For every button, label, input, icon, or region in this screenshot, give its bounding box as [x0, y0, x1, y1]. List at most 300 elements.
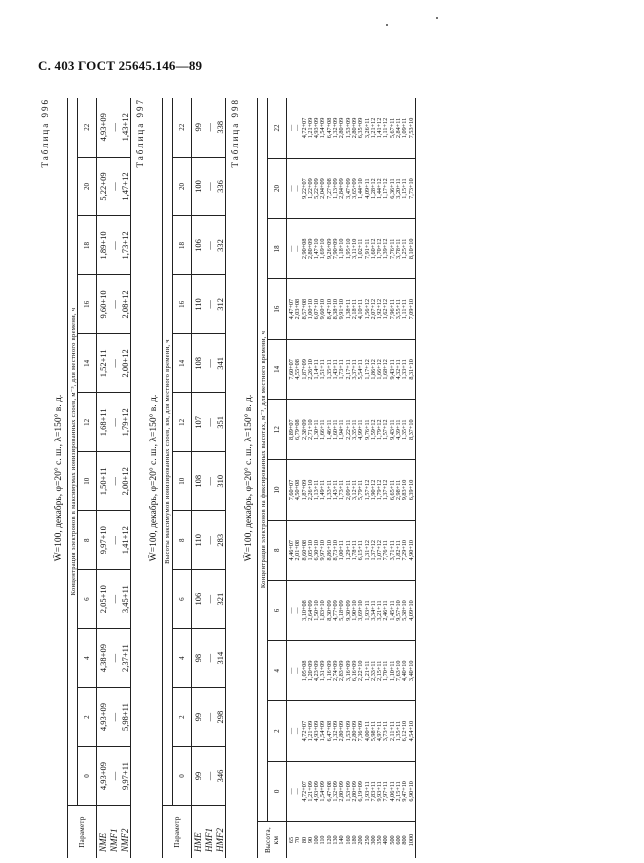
table-cell: 1,05+08 — [300, 660, 308, 682]
table-cell: 6,12+10 — [401, 720, 409, 742]
height-value: 1000 — [407, 833, 415, 847]
table-cell: 1,43+11 — [332, 359, 340, 380]
table-cell: 1,37+12 — [369, 539, 377, 561]
param-name: NME — [97, 806, 109, 859]
table-cell: 1,31+09 — [319, 660, 327, 682]
table-cell: 1,54+09 — [319, 117, 327, 139]
hour-header: 2 — [78, 688, 97, 747]
table-cell: 3,11+10 — [350, 238, 358, 259]
table-cell: 3,35+11 — [350, 419, 358, 440]
table-cell: 1,50+10 — [313, 600, 321, 621]
table-cell: 1,45+11 — [388, 600, 396, 621]
table-cell: — — [108, 123, 119, 132]
table-cell: 6,39+10 — [407, 479, 415, 501]
hour-header: 14 — [268, 339, 287, 399]
table-cell: 9,22+07 — [300, 178, 308, 199]
table-cell: 4,10+11 — [357, 298, 365, 320]
table-cell: — — [203, 216, 214, 275]
table-cell: 6,79+08 — [294, 419, 302, 440]
table-cell: 6,35+09 — [357, 117, 365, 139]
table-cell: — — [294, 788, 302, 795]
height-value: 100 — [313, 835, 321, 845]
hour-header: 16 — [78, 275, 97, 334]
table-cell: 2,22+10 — [357, 660, 365, 682]
table-cell: 108 — [192, 452, 204, 511]
height-value: 130 — [332, 835, 340, 845]
table-cell: 8,37+10 — [407, 419, 415, 440]
table-cell: 1,33+11 — [325, 479, 333, 501]
table-cell: 4,93+09 — [313, 781, 321, 802]
table-label: Таблица 997 — [135, 98, 145, 168]
speck — [436, 17, 438, 19]
table-cell: 1,46+11 — [325, 419, 333, 440]
table-cell: 2,46+11 — [382, 600, 390, 621]
table-cell: — — [203, 511, 214, 570]
hour-header: 12 — [268, 400, 287, 460]
hour-header: 6 — [173, 570, 192, 629]
table-cell: 106 — [192, 216, 204, 275]
hour-header: 6 — [78, 570, 97, 629]
table-cell: 3,34+11 — [369, 600, 377, 621]
table-cell: 1,69+10 — [319, 238, 327, 260]
table-cell: 4,09+10 — [407, 600, 415, 621]
table-cell: 98 — [192, 629, 204, 688]
table-cell: 1,29+11 — [344, 540, 352, 561]
table-cell: — — [203, 275, 214, 334]
table-cell: 1,51+11 — [319, 359, 327, 380]
table-cell: 7,91+11 — [363, 238, 371, 259]
table-cell: 4,93+09 — [313, 720, 321, 742]
table-label: Таблица 998 — [230, 98, 240, 168]
table-cell: 2,98+11 — [395, 479, 403, 501]
table-cell: 1,47+12 — [119, 157, 131, 216]
table-cell: 1,35+11 — [325, 359, 333, 380]
table-996-grid — [67, 98, 131, 858]
table-cell: 6,90+10 — [407, 781, 415, 802]
table-cell: 2,84+09 — [338, 178, 346, 199]
table-cell: 336 — [214, 157, 226, 216]
table-cell: 5,98+11 — [119, 688, 131, 747]
height-value: 250 — [363, 835, 371, 845]
table-cell: 9,76+11 — [363, 419, 371, 440]
table-cell: 2,11+11 — [388, 721, 396, 742]
table-cell: 3,47+09 — [344, 178, 352, 199]
height-value: 200 — [357, 835, 365, 845]
table-cell: 1,00+10 — [306, 298, 314, 320]
table-cell: 6,47+08 — [325, 781, 333, 802]
table-cell: 1,79+12 — [376, 419, 384, 440]
hour-header: 2 — [173, 688, 192, 747]
table-cell: 2,00+12 — [119, 452, 131, 511]
table-cell: — — [288, 185, 295, 192]
table-cell: 2,83+09 — [338, 660, 346, 682]
table-cell: 6,30+10 — [313, 539, 321, 561]
table-cell: 2,90+08 — [300, 238, 308, 260]
height-value: 70 — [294, 836, 302, 844]
table-row — [203, 98, 214, 858]
table-cell: 7,76+11 — [382, 540, 390, 561]
table-cell: 2,80+09 — [338, 117, 346, 139]
table-cell: 4,55+08 — [294, 359, 302, 380]
table-cell: 4,40+10 — [401, 660, 409, 682]
table-cell: 1,17+12 — [363, 359, 371, 380]
table-cell: 9,57+10 — [395, 600, 403, 621]
table-cell: 6,36+11 — [388, 178, 396, 199]
height-value: 800 — [401, 835, 409, 845]
table-cell: 9,91+10 — [338, 298, 346, 320]
hour-header: 20 — [173, 157, 192, 216]
table-cell: 2,09+11 — [344, 479, 352, 501]
table-cell: 8,38+10 — [332, 298, 340, 320]
table-cell: — — [203, 334, 214, 393]
table-cell: 2,33+11 — [369, 660, 377, 681]
table-cell: 1,70+12 — [376, 238, 384, 260]
table-cell: — — [108, 157, 119, 216]
table-cell: 1,38+11 — [344, 298, 352, 320]
param-name: NMF1 — [108, 806, 119, 859]
table-cell: — — [108, 629, 119, 688]
table-cell: 2,08+12 — [119, 275, 131, 334]
table-cell: 1,94+11 — [338, 419, 346, 440]
hour-header: 8 — [173, 511, 192, 570]
table-cell: 1,60+11 — [332, 419, 340, 440]
table-cell: 1,41+12 — [376, 117, 384, 139]
table-cell: 8,31+10 — [407, 359, 415, 380]
table-cell: 2,74+09 — [332, 660, 340, 682]
hour-header: 16 — [173, 275, 192, 334]
height-value: 110 — [319, 835, 327, 845]
table-cell: 4,72+07 — [300, 720, 308, 742]
hour-header: 4 — [173, 629, 192, 688]
hour-header: 10 — [173, 452, 192, 511]
table-cell: 2,03+08 — [294, 298, 302, 320]
table-cell: 3,26+11 — [363, 117, 371, 139]
height-value: 500 — [388, 835, 396, 845]
table-cell: 7,90+09 — [332, 238, 340, 260]
hour-header: 20 — [78, 157, 97, 216]
table-cell: — — [203, 570, 214, 629]
table-subtitle: Концентрация электронов на фиксированных высотах, м⁻³, для местного времени, ч — [258, 98, 268, 822]
value-column — [287, 98, 416, 158]
table-cell: 310 — [214, 452, 226, 511]
table-cell: 7,83+11 — [369, 781, 377, 802]
table-cell: 6,65+11 — [388, 479, 396, 501]
table-cell: 6,19+09 — [357, 781, 365, 802]
table-cell: 3,40+10 — [407, 660, 415, 682]
table-cell: 9,93+11 — [376, 781, 384, 802]
table-cell: 1,53+09 — [344, 117, 352, 139]
table-cell: 2,15+11 — [395, 781, 403, 802]
table-cell: — — [108, 511, 119, 570]
table-cell: 1,21+09 — [306, 720, 314, 742]
table-cell: 3,78+11 — [395, 238, 403, 259]
table-cell: 1,93+11 — [363, 600, 371, 621]
table-cell: 5,38+10 — [401, 600, 409, 621]
hour-header: 2 — [268, 701, 287, 761]
table-cell: 1,49+11 — [319, 479, 327, 501]
table-cell: 1,79+12 — [376, 479, 384, 501]
table-cell: 9,97+10 — [319, 539, 327, 561]
table-cell: 1,66+11 — [319, 419, 327, 440]
param-header: Параметр — [68, 806, 97, 859]
table-cell: 1,53+09 — [344, 781, 352, 802]
table-cell: 1,87+09 — [300, 359, 308, 380]
table-cell: 1,35+11 — [395, 720, 403, 742]
hour-header: 8 — [268, 520, 287, 580]
table-cell: 314 — [214, 629, 226, 688]
hour-header: 22 — [78, 98, 97, 157]
table-cell: 9,83+10 — [401, 479, 409, 501]
table-cell: — — [108, 688, 119, 747]
table-cell: 2,26+10 — [306, 359, 314, 380]
table-998 — [230, 98, 416, 858]
table-cell: 1,54+09 — [319, 781, 327, 802]
table-cell: 1,21+09 — [306, 117, 314, 139]
value-column — [287, 520, 416, 580]
table-cell: 1,50+11 — [97, 452, 109, 511]
table-cell: 5,54+11 — [357, 359, 365, 380]
table-cell: 338 — [214, 120, 225, 134]
table-cell: 7,09+10 — [407, 298, 415, 320]
table-cell: 1,37+12 — [382, 479, 390, 501]
table-cell: — — [203, 452, 214, 511]
table-cell: 9,26+09 — [325, 238, 333, 260]
speck — [386, 24, 388, 26]
table-cell: 3,73+11 — [382, 720, 390, 742]
table-cell: 6,47+08 — [325, 720, 333, 742]
table-cell: 1,78+11 — [350, 540, 358, 561]
height-value: 600 — [395, 835, 403, 845]
table-cell: 1,60+12 — [369, 238, 377, 260]
param-name: HME — [192, 806, 204, 859]
table-cell: 3,20+11 — [395, 178, 403, 199]
table-subtitle: Высоты максимумов ионизированных слоев, км, для местного времени, ч — [163, 98, 173, 806]
table-cell: 1,39+12 — [382, 238, 390, 260]
table-cell: 9,47+10 — [401, 781, 409, 802]
table-cell: 3,55+11 — [395, 298, 403, 320]
table-cell: 1,14+11 — [313, 359, 321, 380]
table-cell: 2,26+10 — [306, 479, 314, 501]
table-cell: — — [288, 245, 295, 252]
table-cell: 1,56+12 — [363, 298, 371, 320]
table-cell: — — [294, 185, 302, 192]
table-cell: 9,60+10 — [319, 298, 327, 320]
table-cell: 298 — [214, 688, 226, 747]
table-cell: 351 — [214, 393, 226, 452]
table-cell: 1,15+11 — [401, 178, 409, 199]
table-cell: 7,60+07 — [288, 359, 295, 380]
table-cell: 1,73+12 — [119, 216, 131, 275]
table-cell: 341 — [214, 334, 226, 393]
table-cell: 99 — [192, 123, 203, 132]
table-cell: 1,17+12 — [382, 178, 390, 199]
hour-header: 4 — [78, 629, 97, 688]
table-cell: 321 — [214, 570, 226, 629]
table-cell: 1,57+12 — [382, 419, 390, 440]
table-row — [108, 98, 119, 858]
table-cell: 8,47+10 — [325, 298, 333, 320]
table-cell: — — [108, 570, 119, 629]
height-value: 180 — [350, 835, 358, 845]
table-cell: 1,53+09 — [344, 720, 352, 742]
param-header: Параметр — [163, 806, 192, 859]
table-cell: 1,66+12 — [376, 359, 384, 380]
height-value: 160 — [344, 835, 352, 845]
table-cell: 2,80+09 — [306, 238, 314, 260]
table-cell: 9,60+10 — [97, 275, 109, 334]
hour-header: 8 — [78, 511, 97, 570]
table-cell: 99 — [192, 688, 204, 747]
table-cell: 6,07+10 — [313, 298, 321, 320]
table-cell: 2,80+09 — [350, 117, 358, 139]
table-cell: 1,00+11 — [338, 540, 346, 561]
table-cell: 1,16+09 — [325, 660, 333, 682]
table-cell: 1,32+09 — [332, 720, 340, 742]
hour-header: 10 — [78, 452, 97, 511]
table-cell: — — [288, 727, 295, 735]
hour-header: 22 — [173, 98, 192, 157]
table-cell: 2,04+09 — [319, 178, 327, 199]
table-cell: — — [294, 245, 302, 252]
table-cell: 2,80+09 — [338, 720, 346, 742]
table-cell: 1,32+09 — [332, 781, 340, 802]
table-cell: — — [203, 393, 214, 452]
table-cell: 4,46+07 — [288, 539, 295, 561]
hour-header: 4 — [268, 641, 287, 701]
table-cell: 4,72+07 — [300, 781, 308, 802]
table-cell: 4,93+09 — [97, 113, 108, 142]
table-cell: 7,60+07 — [288, 479, 295, 501]
table-cell: 8,10+10 — [407, 238, 415, 260]
table-title: W̄=100, декабрь, φ=20° с. ш., λ=150° в. д. — [244, 394, 254, 562]
value-column — [287, 219, 416, 279]
table-cell: — — [203, 747, 214, 806]
table-cell: 1,30+11 — [313, 419, 321, 440]
table-cell: 1,44+10 — [357, 178, 365, 199]
table-996 — [40, 98, 131, 858]
hour-header: 0 — [268, 761, 287, 821]
table-cell: — — [203, 123, 214, 132]
height-header: Высота, км — [258, 822, 287, 859]
table-cell: — — [108, 747, 119, 806]
height-value: 65 — [288, 836, 295, 844]
table-cell: 9,97+11 — [119, 747, 131, 806]
table-cell: 1,07+12 — [376, 539, 384, 561]
table-cell: 1,87+09 — [300, 479, 308, 501]
table-cell: 6,47+08 — [325, 117, 333, 139]
table-cell: 4,47+07 — [288, 298, 295, 320]
table-cell: 4,99+11 — [357, 419, 365, 440]
table-cell: 110 — [192, 511, 204, 570]
table-cell: 8,60+08 — [300, 539, 308, 561]
table-cell: 1,79+12 — [119, 393, 131, 452]
height-value: 80 — [300, 836, 308, 844]
height-value: 120 — [325, 835, 333, 845]
value-column — [287, 580, 416, 640]
table-cell: 2,80+09 — [338, 781, 346, 802]
hour-header: 16 — [268, 279, 287, 339]
table-cell: 4,93+09 — [313, 117, 321, 139]
table-cell: 1,95+10 — [344, 238, 352, 260]
table-cell: 1,43+12 — [119, 113, 130, 142]
hour-header: 14 — [78, 334, 97, 393]
table-cell: 3,37+11 — [350, 359, 358, 380]
table-cell: 5,98+11 — [369, 720, 377, 742]
table-cell: — — [203, 629, 214, 688]
height-column — [287, 822, 416, 859]
param-name: HMF2 — [214, 806, 226, 859]
table-cell: 1,13+09 — [332, 178, 340, 199]
table-cell: 5,22+09 — [97, 157, 109, 216]
table-row — [119, 98, 131, 858]
table-cell: 7,97+11 — [382, 781, 390, 802]
table-cell: 1,10+11 — [388, 660, 396, 681]
table-cell: 2,17+11 — [344, 359, 352, 380]
table-cell: 1,21+12 — [369, 117, 377, 139]
table-cell: 1,21+09 — [306, 781, 314, 802]
table-cell: 1,73+11 — [338, 359, 346, 380]
table-cell: 7,29+10 — [401, 539, 409, 561]
height-value: 300 — [369, 835, 377, 845]
value-column — [287, 701, 416, 761]
table-997-grid — [162, 98, 226, 858]
table-cell: 2,18+11 — [350, 298, 358, 320]
hour-header: 6 — [268, 580, 287, 640]
table-cell: 1,89+10 — [97, 216, 109, 275]
table-cell: 99 — [192, 747, 204, 806]
table-cell: — — [294, 727, 302, 735]
table-cell: 108 — [192, 334, 204, 393]
table-cell: 4,90+10 — [407, 539, 415, 561]
hour-header: 18 — [173, 216, 192, 275]
table-cell: 2,71+10 — [306, 419, 314, 440]
table-cell: 3,45+11 — [119, 570, 131, 629]
table-cell: 3,21+11 — [376, 600, 384, 621]
table-cell: 1,22+09 — [306, 178, 314, 199]
value-column — [287, 279, 416, 339]
hour-header: 0 — [78, 747, 97, 806]
table-cell: 8,86+10 — [325, 539, 333, 561]
table-cell: 3,71+11 — [388, 540, 396, 561]
table-cell: 3,12+11 — [350, 479, 358, 501]
page-header: С. 403 ГОСТ 25645.146—89 — [38, 58, 203, 73]
table-cell: — — [108, 275, 119, 334]
hour-header: 10 — [268, 460, 287, 520]
table-cell: 1,73+11 — [338, 479, 346, 501]
hour-header: 22 — [268, 98, 287, 158]
value-column — [287, 460, 416, 520]
table-cell: 1,41+12 — [119, 511, 131, 570]
table-cell: 1,31+12 — [363, 539, 371, 561]
table-cell: 4,97+11 — [376, 720, 384, 742]
table-subtitle: Концентрация электронов в максимумах ионизированных слоев, м⁻³, для местного времени, ч — [68, 98, 78, 806]
table-cell: — — [288, 124, 295, 132]
table-cell: 7,73+10 — [407, 178, 415, 199]
height-value: 400 — [382, 835, 390, 845]
table-cell: — — [108, 216, 119, 275]
table-cell: 107 — [192, 393, 204, 452]
table-cell: 1,92+12 — [376, 298, 384, 320]
table-cell: 8,89+07 — [288, 419, 295, 440]
table-cell: 7,36+09 — [357, 720, 365, 742]
table-cell: 1,54+09 — [319, 720, 327, 742]
table-cell: 1,35+11 — [401, 419, 409, 440]
table-cell: 2,15+11 — [376, 660, 384, 681]
table-cell: 1,09+11 — [401, 117, 409, 139]
table-cell: 9,43+11 — [388, 359, 396, 380]
table-cell: — — [203, 157, 214, 216]
value-column — [287, 761, 416, 821]
